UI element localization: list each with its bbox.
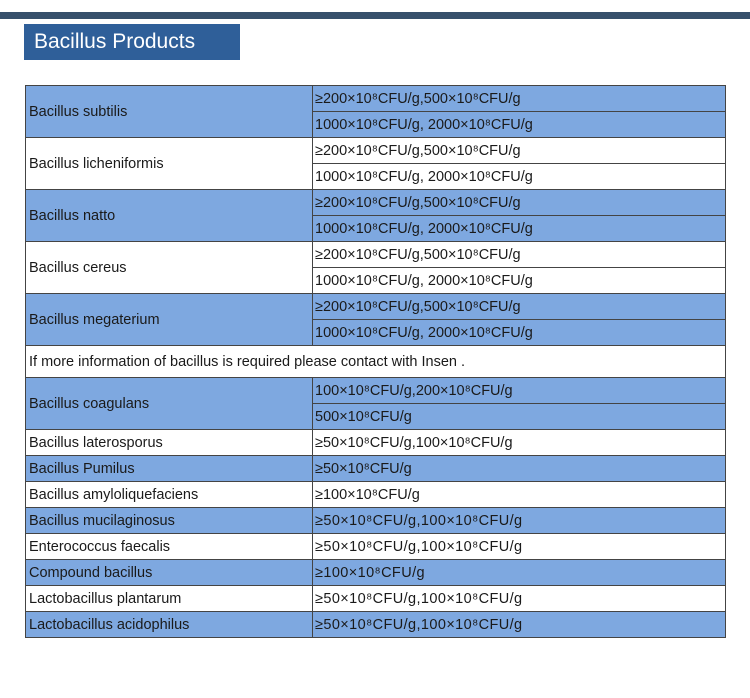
table-row: [26, 560, 726, 586]
product-spec: 1000×10⁸CFU/g, 2000×10⁸CFU/g: [313, 320, 726, 346]
product-name: Bacillus licheniformis: [26, 138, 313, 190]
product-spec: 1000×10⁸CFU/g, 2000×10⁸CFU/g: [313, 216, 726, 242]
product-name: Bacillus natto: [26, 190, 313, 242]
top-divider-bar: [0, 12, 750, 19]
table-row: [26, 482, 726, 508]
section-title: Bacillus Products: [24, 24, 240, 60]
product-name: Lactobacillus acidophilus: [26, 612, 313, 638]
product-name: Bacillus cereus: [26, 242, 313, 294]
table-row: [26, 378, 726, 404]
product-spec: ≥200×10⁸CFU/g,500×10⁸CFU/g: [313, 138, 726, 164]
product-name: Bacillus subtilis: [26, 86, 313, 138]
table-row: [26, 346, 726, 378]
product-name: Lactobacillus plantarum: [26, 586, 313, 612]
product-spec: ≥50×10⁸CFU/g: [313, 456, 726, 482]
product-name: Bacillus coagulans: [26, 378, 313, 430]
table-row: [26, 430, 726, 456]
table-row: [26, 190, 726, 216]
table-row: [26, 586, 726, 612]
product-name: Bacillus mucilaginosus: [26, 508, 313, 534]
product-name: Bacillus amyloliquefaciens: [26, 482, 313, 508]
product-spec: 500×10⁸CFU/g: [313, 404, 726, 430]
product-spec: 100×10⁸CFU/g,200×10⁸CFU/g: [313, 378, 726, 404]
product-spec: ≥100×10⁸CFU/g: [313, 560, 726, 586]
product-name: Bacillus Pumilus: [26, 456, 313, 482]
table-row: [26, 242, 726, 268]
product-spec: 1000×10⁸CFU/g, 2000×10⁸CFU/g: [313, 268, 726, 294]
bacillus-products-table: [25, 85, 726, 638]
product-name: Bacillus laterosporus: [26, 430, 313, 456]
product-spec: ≥200×10⁸CFU/g,500×10⁸CFU/g: [313, 86, 726, 112]
product-spec: ≥50×10⁸CFU/g,100×10⁸CFU/g: [313, 508, 726, 534]
table-row: [26, 534, 726, 560]
table-row: [26, 86, 726, 112]
table-row: [26, 612, 726, 638]
product-spec: ≥200×10⁸CFU/g,500×10⁸CFU/g: [313, 190, 726, 216]
product-spec: ≥100×10⁸CFU/g: [313, 482, 726, 508]
product-spec: ≥50×10⁸CFU/g,100×10⁸CFU/g: [313, 586, 726, 612]
product-spec: ≥50×10⁸CFU/g,100×10⁸CFU/g: [313, 430, 726, 456]
table-row: [26, 456, 726, 482]
table-row: [26, 138, 726, 164]
product-spec: ≥50×10⁸CFU/g,100×10⁸CFU/g: [313, 534, 726, 560]
contact-note: If more information of bacillus is required please contact with Insen .: [26, 346, 726, 378]
product-name: Enterococcus faecalis: [26, 534, 313, 560]
product-spec: ≥50×10⁸CFU/g,100×10⁸CFU/g: [313, 612, 726, 638]
product-name: Compound bacillus: [26, 560, 313, 586]
product-spec: ≥200×10⁸CFU/g,500×10⁸CFU/g: [313, 294, 726, 320]
product-spec: 1000×10⁸CFU/g, 2000×10⁸CFU/g: [313, 164, 726, 190]
table-row: [26, 294, 726, 320]
product-spec: ≥200×10⁸CFU/g,500×10⁸CFU/g: [313, 242, 726, 268]
product-name: Bacillus megaterium: [26, 294, 313, 346]
product-spec: 1000×10⁸CFU/g, 2000×10⁸CFU/g: [313, 112, 726, 138]
table-row: [26, 508, 726, 534]
